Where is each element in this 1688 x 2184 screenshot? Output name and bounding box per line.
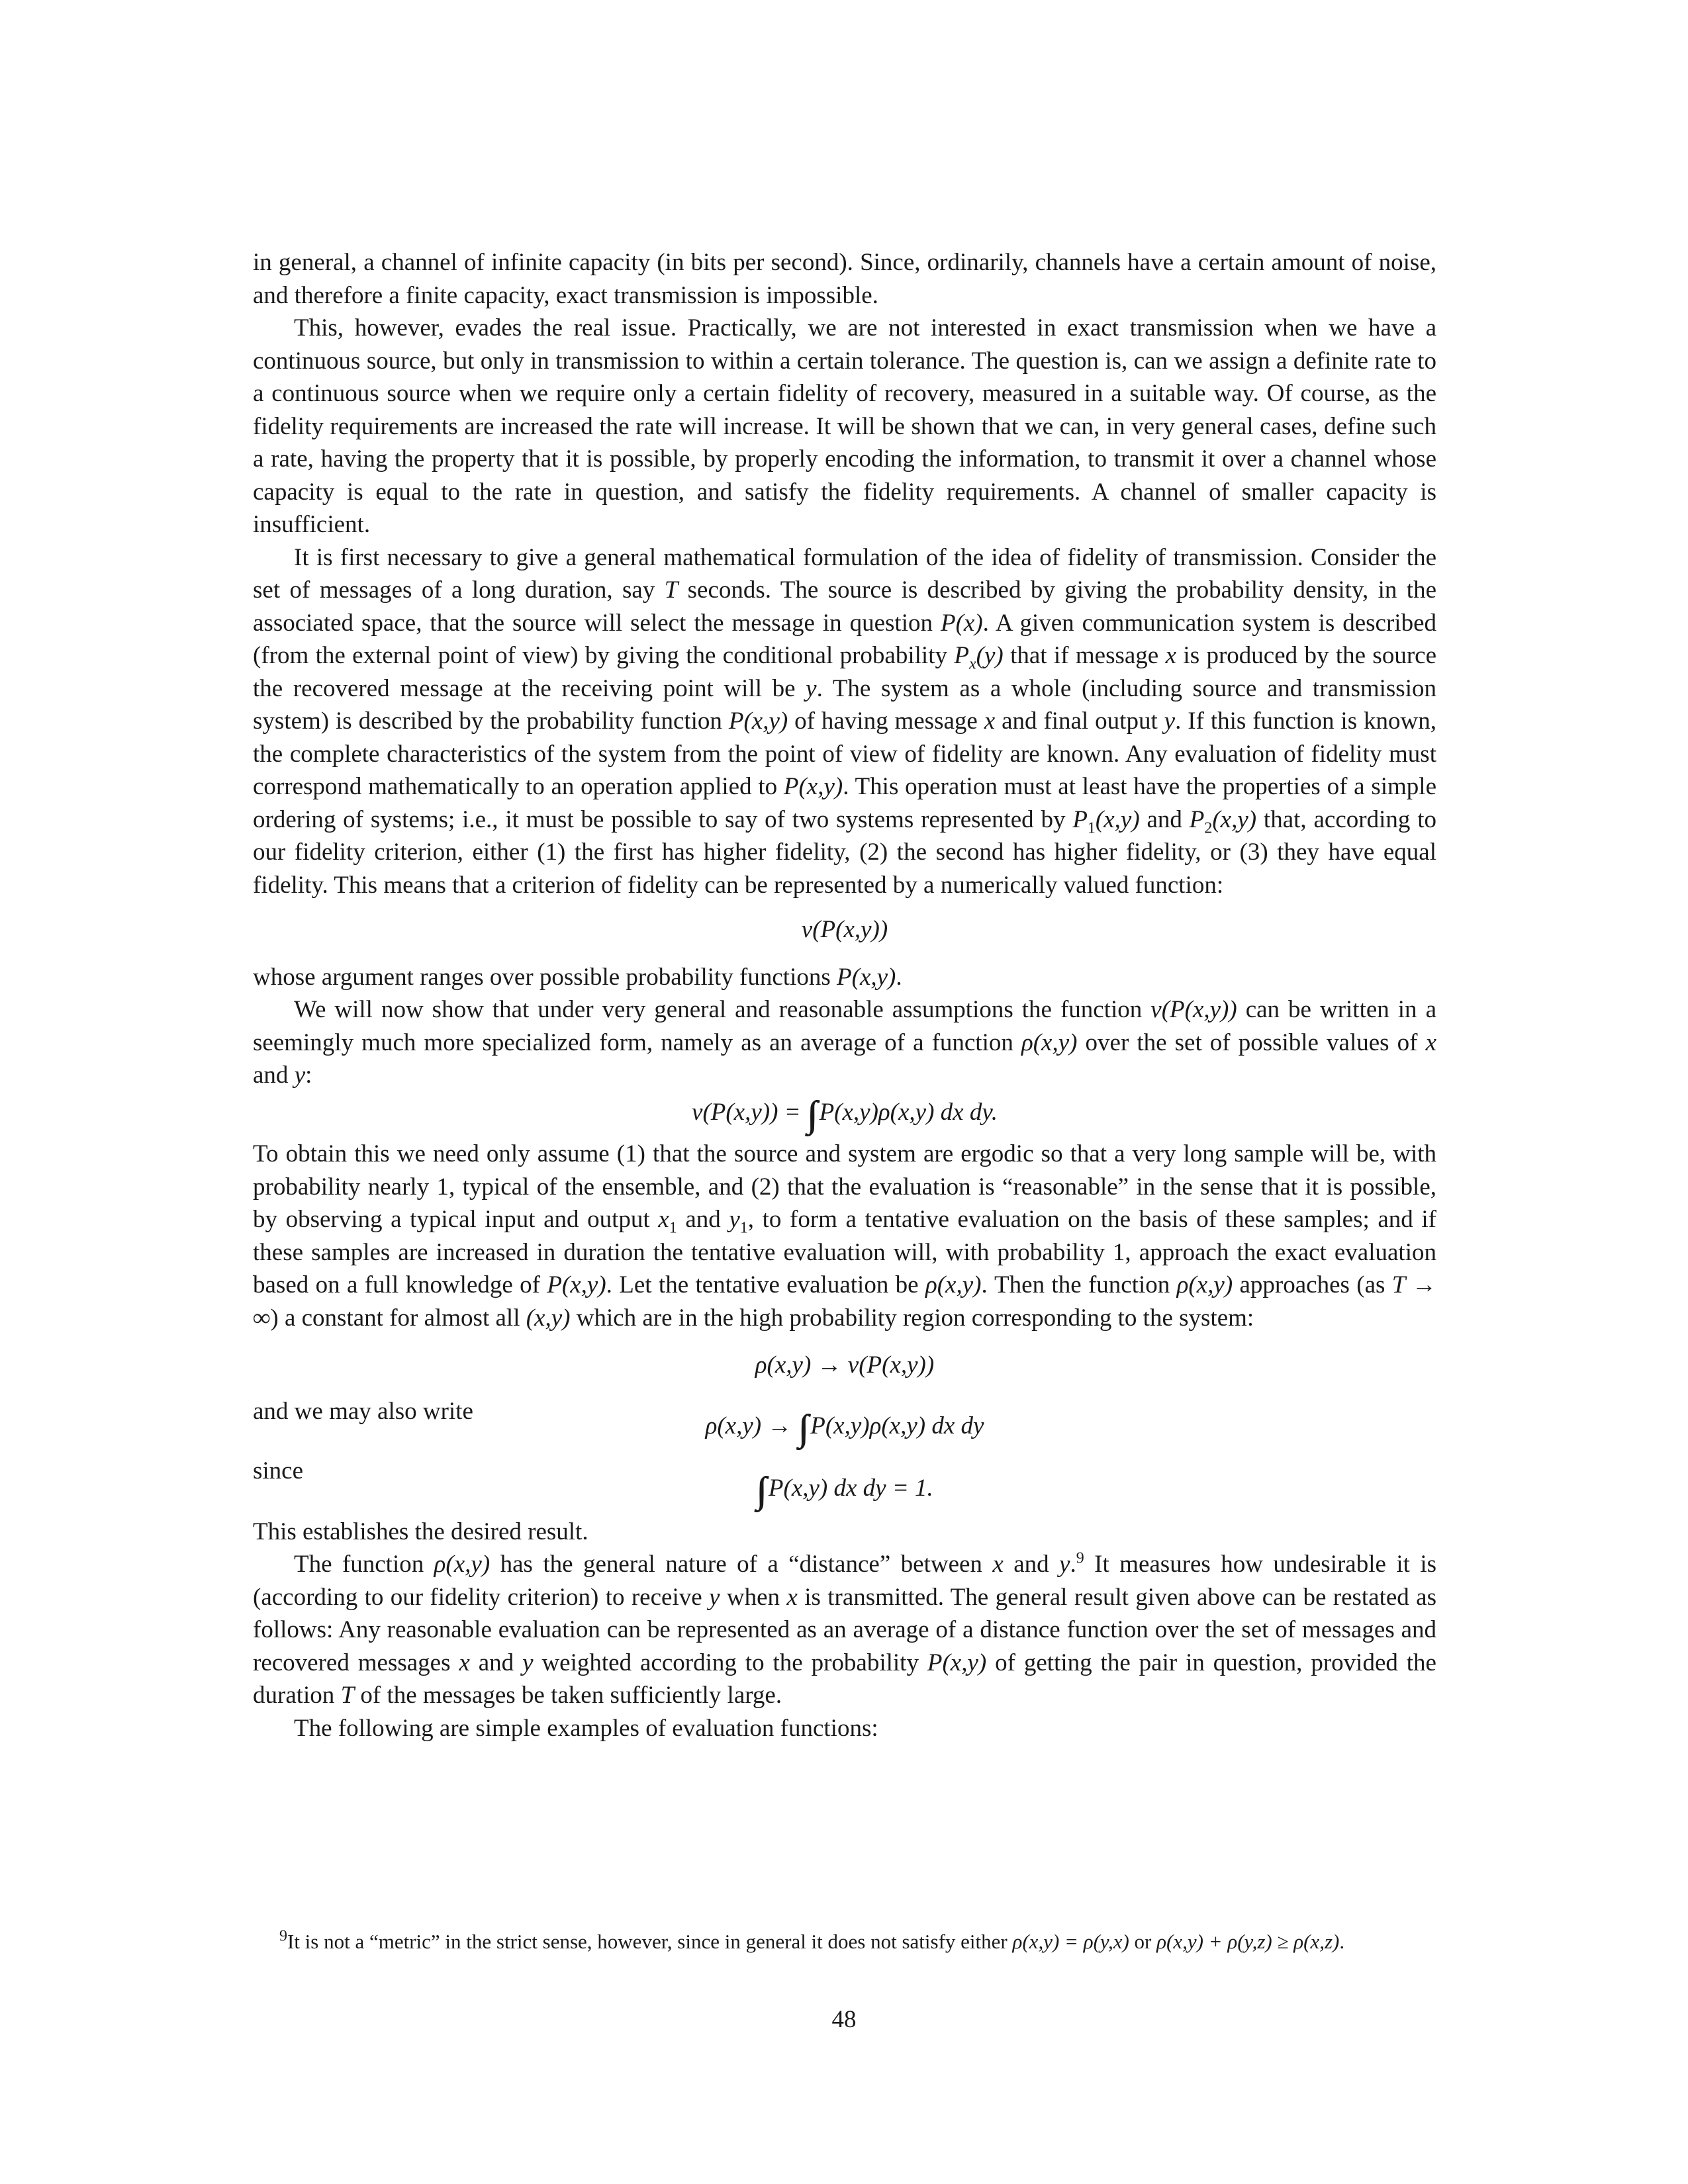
math-symbol: T <box>340 1682 355 1709</box>
math-symbol: y <box>709 1583 720 1611</box>
paragraph-7: This establishes the desired result. <box>253 1518 588 1545</box>
text-run: : <box>305 1062 312 1089</box>
math-symbol: P(x) <box>940 609 983 637</box>
text-run: . If this function is known, the complete characteristics of the system from the point of view of fidelity are known. Any evaluation of fidelity must correspond mathematically to an operation applied to <box>253 707 1436 800</box>
paragraph-6 <box>253 1138 1436 1334</box>
math-symbol: y <box>294 1062 306 1089</box>
math-symbol: P <box>1072 805 1088 833</box>
math-symbol: x <box>786 1583 798 1611</box>
paragraph-3 <box>253 541 1436 902</box>
math-symbol: x <box>459 1649 470 1676</box>
math-symbol: (x,y) <box>1212 805 1257 833</box>
text-run: and <box>1003 1551 1060 1578</box>
equation-rho-integral <box>253 1407 1436 1449</box>
text-run: and <box>1139 805 1190 833</box>
math-subscript: 1 <box>1087 819 1096 837</box>
math-symbol: (x,y) <box>1095 805 1140 833</box>
page-number: 48 <box>831 2006 857 2033</box>
page-body <box>253 246 1436 1745</box>
equation-lead-text: and we may also write <box>253 1397 473 1425</box>
math-symbol: ρ(x,y) = ρ(y,x) <box>1012 1930 1129 1953</box>
math-symbol: P(x,y) <box>547 1271 606 1298</box>
math-symbol: T → ∞ <box>253 1271 1437 1332</box>
paragraph-9: The following are simple examples of evaluation functions: <box>294 1714 878 1742</box>
equation-normalization-row <box>253 1455 1436 1511</box>
math-symbol: (x,y) <box>526 1304 571 1332</box>
paragraph-8 <box>253 1548 1436 1712</box>
text-run: weighted according to the probability <box>533 1649 927 1676</box>
text-run: and <box>469 1649 523 1676</box>
equation-rho-integral-row <box>253 1395 1436 1449</box>
paragraph-2: This, however, evades the real issue. Practically, we are not interested in exact transmission when we have a continuous source, but only in transmission to within a certain tolerance. The question is, can we assign a definite rate to a continuous source when we require only a certain fidelity of recovery, measured in a suitable way. Of course, as the fidelity requirements are increased the rate will increase. It will be shown that we can, in very general cases, define such a rate, having the property that it is possible, by properly encoding the information, to transmit it over a channel whose capacity is equal to the rate in question, and satisfy the fidelity requirements. A channel of smaller capacity is insufficient. <box>253 314 1436 538</box>
paragraph-1: in general, a channel of infinite capacity (in bits per second). Since, ordinarily, channels have a certain amount of noise, and therefore a finite capacity, exact transmission is impossible. <box>253 249 1436 309</box>
text-run: It measures how undesirable it is (according to our fidelity criterion) to receive <box>253 1551 1437 1611</box>
math-symbol: x <box>992 1551 1004 1578</box>
double-integral-symbol: ∫∫ <box>806 1093 809 1135</box>
math-symbol: x <box>658 1206 669 1233</box>
equation-lhs: ρ(x,y) → <box>705 1412 798 1439</box>
math-symbol: ρ(x,y) <box>925 1271 982 1298</box>
math-symbol: P <box>954 642 969 669</box>
math-symbol: P(x,y) <box>728 707 788 735</box>
text-run: of getting the pair in question, provided the duration <box>253 1649 1436 1709</box>
math-symbol: P(x,y) <box>837 963 896 991</box>
text-run: whose argument ranges over possible probability functions <box>253 963 837 991</box>
math-symbol: v(P(x,y)) <box>1150 996 1237 1023</box>
footnote-9 <box>253 1929 1436 1955</box>
equation-lhs: v(P(x,y)) = <box>692 1098 807 1126</box>
text-run: that, according to our fidelity criterion, either (1) the first has higher fidelity, (2) the second has higher fidelity, or (3) they have equal fidelity. This means that a criterion of fidelity can be represented by a numerically valued function: <box>253 805 1436 899</box>
text-run: of the messages be taken sufficiently large. <box>354 1682 782 1709</box>
math-symbol: y <box>729 1206 740 1233</box>
math-symbol: ρ(x,y) <box>1021 1028 1078 1056</box>
text-run: or <box>1129 1930 1157 1953</box>
math-symbol: ρ(x,y) + ρ(y,z) ≥ ρ(x,z) <box>1156 1930 1340 1953</box>
text-run: can be written in a seemingly much more specialized form, namely as an average of a function <box>253 996 1436 1056</box>
math-subscript: x <box>968 655 976 673</box>
text-run: . A given communication system is described (from the external point of view) by giving the conditional probability <box>253 609 1436 669</box>
text-run: We will now show that under very general and reasonable assumptions the function <box>294 996 1151 1023</box>
text-run: and final output <box>995 707 1164 735</box>
equation-average-form <box>253 1093 1436 1135</box>
text-run: . This operation must at least have the properties of a simple ordering of systems; i.e., it must be possible to say of two systems represented by <box>253 773 1436 833</box>
math-symbol: T <box>664 576 679 604</box>
equation-text: v(P(x,y)) <box>801 916 888 943</box>
math-symbol: P(x,y) <box>783 773 843 800</box>
text-run: approaches (as <box>1233 1271 1392 1298</box>
math-subscript: 1 <box>739 1219 748 1237</box>
math-symbol: y <box>522 1649 534 1676</box>
text-run: seconds. The source is described by giving the probability density, in the associated space, that the source will select the message in question <box>253 576 1436 637</box>
footnote-marker: 9 <box>279 1927 287 1945</box>
text-run: It is not a “metric” in the strict sense, however, since in general it does not satisfy either <box>287 1930 1013 1953</box>
text-run: and <box>253 1062 295 1089</box>
text-run: The function <box>294 1551 434 1578</box>
text-run: . <box>896 963 902 991</box>
text-run: ) a constant for almost all <box>270 1304 526 1332</box>
footnote-marker[interactable]: 9 <box>1076 1549 1084 1567</box>
text-run: is produced by the source the recovered message at the receiving point will be <box>253 642 1436 702</box>
equation-text: ρ(x,y) → v(P(x,y)) <box>755 1351 935 1379</box>
text-run: over the set of possible values of <box>1077 1028 1426 1056</box>
text-run: It is first necessary to give a general mathematical formulation of the idea of fidelity of transmission. Consider the set of messages of a long duration, say <box>253 543 1436 604</box>
math-symbol: ρ(x,y) <box>1176 1271 1233 1298</box>
math-subscript: 2 <box>1204 819 1213 837</box>
math-symbol: ρ(x,y) <box>434 1551 491 1578</box>
text-run: has the general nature of a “distance” between <box>490 1551 993 1578</box>
paragraph-4 <box>253 961 1436 994</box>
text-run: . Let the tentative evaluation be <box>606 1271 925 1298</box>
text-run: , to form a tentative evaluation on the basis of these samples; and if these samples are increased in duration the tentative evaluation will, with probability 1, approach the exact evaluation based on a full knowledge of <box>253 1206 1436 1298</box>
math-symbol: x <box>1425 1028 1436 1056</box>
paragraph-5 <box>253 993 1436 1092</box>
text-run: . <box>1070 1551 1076 1578</box>
math-symbol: (y) <box>976 642 1004 669</box>
equation-rhs: P(x,y) dx dy = 1. <box>768 1474 933 1502</box>
text-run: To obtain this we need only assume (1) that the source and system are ergodic so that a very long sample will be, with probability nearly 1, typical of the ensemble, and (2) that the evaluation is “reasonable” in the sense that it is possible, by observing a typical input and output <box>253 1140 1436 1233</box>
equation-fidelity-function <box>253 913 1436 946</box>
math-symbol: y <box>806 674 817 702</box>
equation-rhs: P(x,y)ρ(x,y) dx dy <box>810 1412 984 1439</box>
text-run: that if message <box>1003 642 1166 669</box>
math-symbol: y <box>1059 1551 1070 1578</box>
equation-rho-limit <box>253 1349 1436 1382</box>
double-integral-symbol: ∫∫ <box>756 1469 758 1511</box>
math-symbol: P(x,y) <box>927 1649 987 1676</box>
text-run: is transmitted. The general result given above can be restated as follows: Any reasonable evaluation can be represented as an average of a distance function over the set of messages and recovered messages <box>253 1583 1436 1676</box>
math-subscript: 1 <box>669 1219 677 1237</box>
equation-lead-text: since <box>253 1457 304 1484</box>
equation-rhs: P(x,y)ρ(x,y) dx dy. <box>819 1098 998 1126</box>
text-run: when <box>720 1583 787 1611</box>
text-run: . The system as a whole (including source and transmission system) is described by the probability function <box>253 674 1436 735</box>
text-run: which are in the high probability region corresponding to the system: <box>570 1304 1254 1332</box>
text-run: of having message <box>788 707 984 735</box>
math-symbol: y <box>1164 707 1176 735</box>
text-run: . Then the function <box>981 1271 1177 1298</box>
text-run: and <box>677 1206 729 1233</box>
text-run: . <box>1339 1930 1345 1953</box>
math-symbol: x <box>1165 642 1177 669</box>
math-symbol: P <box>1189 805 1205 833</box>
math-symbol: x <box>984 707 996 735</box>
double-integral-symbol: ∫∫ <box>798 1407 800 1449</box>
